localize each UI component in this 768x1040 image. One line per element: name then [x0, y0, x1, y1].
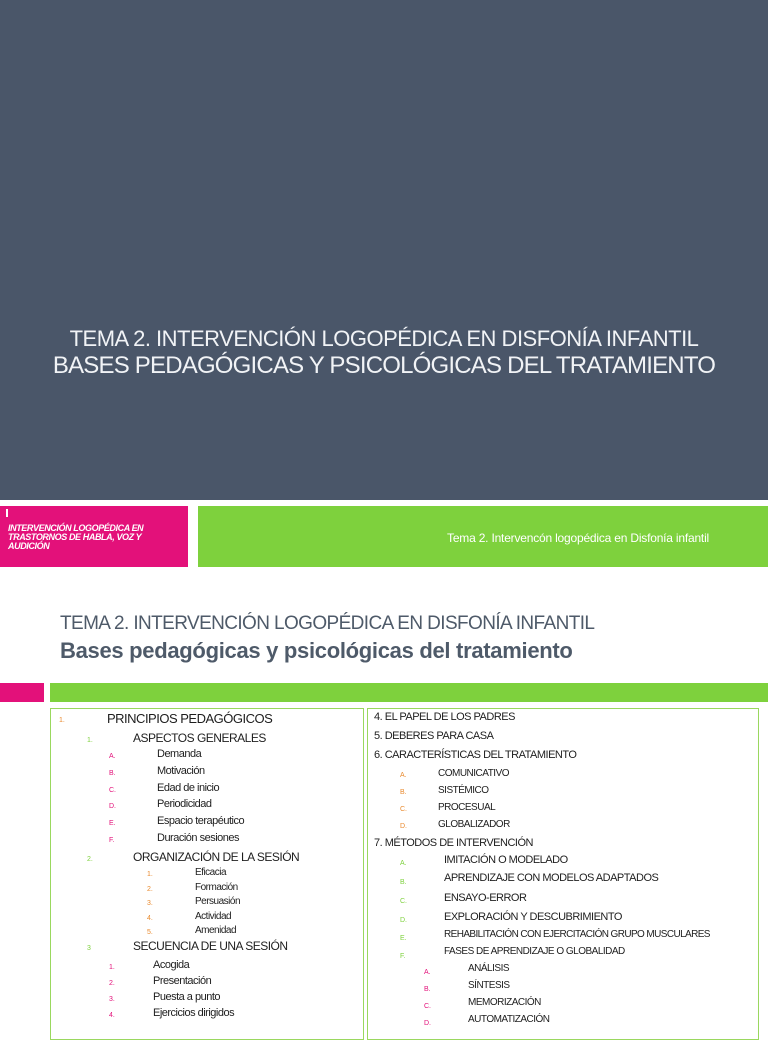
accent-bar-pink [0, 683, 44, 702]
list-marker: B. [400, 879, 407, 886]
outline-section: 7. MÉTODOS DE INTERVENCIÓN [374, 837, 533, 849]
list-item: PROCESUAL [438, 802, 496, 813]
list-marker: C. [400, 806, 407, 813]
title-slide [0, 0, 768, 500]
list-marker: D. [424, 1020, 431, 1027]
list-marker: D. [400, 823, 407, 830]
list-marker: B. [109, 770, 116, 777]
list-item: Espacio terapéutico [157, 815, 245, 827]
list-marker: C. [109, 787, 116, 794]
list-marker: 5. [147, 929, 153, 936]
title-slide-subheading: BASES PEDAGÓGICAS Y PSICOLÓGICAS DEL TRATAMIENTO [52, 352, 716, 379]
list-item: FASES DE APRENDIZAJE O GLOBALIDAD [444, 946, 625, 957]
list-marker: A. [400, 860, 407, 867]
list-item: Acogida [153, 959, 190, 971]
list-marker: A. [400, 772, 407, 779]
topic-name: Tema 2. Intervencón logopédica en Disfonía infantil [447, 531, 709, 545]
topic-banner [198, 506, 768, 567]
list-item: Amenidad [195, 925, 237, 936]
banner-tick-mark [6, 509, 8, 517]
list-marker: D. [109, 803, 116, 810]
list-item: AUTOMATIZACIÓN [468, 1014, 550, 1025]
list-item: ANÁLISIS [468, 963, 510, 974]
list-item: GLOBALIZADOR [438, 819, 510, 830]
list-item: Persuasión [195, 896, 241, 907]
outline-box-left [50, 708, 364, 1040]
list-marker: C. [400, 898, 407, 905]
list-item: Puesta a punto [153, 991, 221, 1003]
list-item: Duración sesiones [157, 832, 239, 844]
list-marker: E. [109, 820, 116, 827]
list-marker: 2. [109, 980, 115, 987]
accent-bar-green [50, 683, 768, 702]
list-item: ENSAYO-ERROR [444, 892, 527, 904]
list-marker: D. [400, 917, 407, 924]
list-item: MEMORIZACIÓN [468, 997, 541, 1008]
outline-heading: PRINCIPIOS PEDAGÓGICOS [107, 711, 273, 726]
list-item: Presentación [153, 975, 212, 987]
list-marker: 3. [147, 900, 153, 907]
list-item: Formación [195, 882, 238, 893]
title-slide-heading: TEMA 2. INTERVENCIÓN LOGOPÉDICA EN DISFONÍA INFANTIL [69, 326, 699, 351]
outline-section: 6. CARACTERÍSTICAS DEL TRATAMIENTO [374, 749, 577, 761]
list-item: EXPLORACIÓN Y DESCUBRIMIENTO [444, 911, 622, 923]
list-item: APRENDIZAJE CON MODELOS ADAPTADOS [444, 872, 659, 884]
list-item: REHABILITACIÓN CON EJERCITACIÓN GRUPO MUSCULARES [444, 929, 710, 940]
outline-section: 4. EL PAPEL DE LOS PADRES [374, 711, 515, 723]
list-item: Actividad [195, 911, 232, 922]
outline-section: 5. DEBERES PARA CASA [374, 730, 494, 742]
list-marker: 1. [109, 964, 115, 971]
list-item: SISTÉMICO [438, 785, 489, 796]
content-slide-subheading: Bases pedagógicas y psicológicas del tratamiento [60, 638, 573, 663]
list-item: Motivación [157, 765, 205, 777]
content-slide-heading: TEMA 2. INTERVENCIÓN LOGOPÉDICA EN DISFONÍA INFANTIL [60, 613, 595, 634]
list-marker: C. [424, 1003, 431, 1010]
list-item: IMITACIÓN O MODELADO [444, 854, 568, 866]
list-marker: F. [400, 953, 406, 960]
list-marker: B. [400, 789, 407, 796]
list-marker: 4. [147, 915, 153, 922]
list-marker: 1. [59, 717, 65, 724]
list-marker: 4. [109, 1012, 115, 1019]
list-item: Edad de inicio [157, 782, 220, 794]
outline-section: ORGANIZACIÓN DE LA SESIÓN [133, 850, 300, 864]
list-marker: A. [109, 753, 116, 760]
course-banner [0, 506, 188, 567]
list-marker: 1. [87, 737, 93, 744]
list-marker: B. [424, 986, 431, 993]
course-name: INTERVENCIÓN LOGOPÉDICA EN TRASTORNOS DE HABLA, VOZ Y AUDICIÓN [8, 523, 144, 551]
outline-section: ASPECTOS GENERALES [133, 731, 266, 745]
list-marker: 3. [109, 996, 115, 1003]
outline-section: SECUENCIA DE UNA SESIÓN [133, 939, 288, 953]
list-item: COMUNICATIVO [438, 768, 510, 779]
list-item: SÍNTESIS [468, 980, 510, 991]
list-item: Eficacia [195, 867, 227, 878]
list-marker: A. [424, 969, 431, 976]
list-item: Ejercicios dirigidos [153, 1007, 235, 1019]
list-marker: 1. [147, 871, 153, 878]
list-marker: 3 [87, 945, 91, 952]
list-marker: 2. [147, 886, 153, 893]
list-item: Periodicidad [157, 798, 212, 810]
outline-box-right [367, 708, 759, 1040]
list-marker: 2. [87, 856, 93, 863]
list-marker: E. [400, 935, 407, 942]
list-item: Demanda [157, 748, 202, 760]
list-marker: F. [109, 837, 115, 844]
